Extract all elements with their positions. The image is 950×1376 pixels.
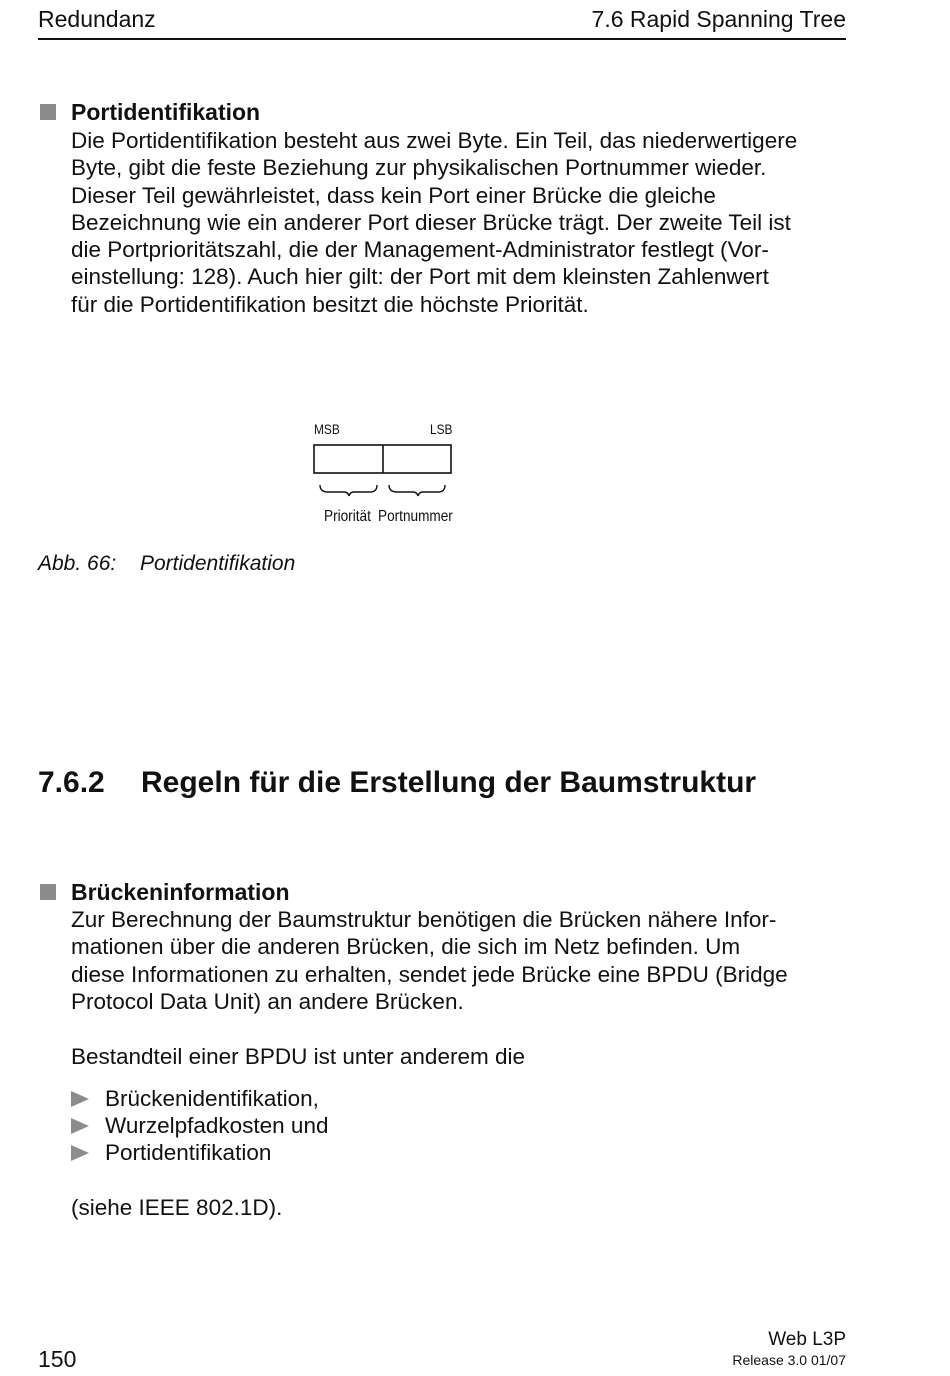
section-heading-title: Regeln für die Erstellung der Baumstruktur: [141, 766, 757, 799]
bullet-item: Brückenidentifikation,: [105, 1086, 319, 1111]
reference-text: (siehe IEEE 802.1D).: [71, 1195, 283, 1220]
paragraph-line: einstellung: 128). Auch hier gilt: der Port mit dem kleinsten Zahlenwert: [71, 264, 769, 290]
portid-paragraph: [71, 127, 797, 318]
section-heading-number: 7.6.2: [38, 766, 105, 799]
section-square-marker: [40, 104, 56, 120]
bullet-arrow-icon: [71, 1145, 89, 1161]
portnumber-label: Portnummer: [378, 508, 453, 525]
bullet-arrow-icon: [71, 1091, 89, 1107]
paragraph-line: Die Portidentifikation besteht aus zwei Byte. Ein Teil, das niederwertigere: [71, 128, 798, 153]
paragraph-line: Bezeichnung wie ein anderer Port dieser Brücke trägt. Der zweite Teil ist: [71, 209, 791, 235]
paragraph-line: die Portprioritätszahl, die der Management-Administrator festlegt (Vor-: [71, 237, 769, 263]
figure-caption-text: Portidentifikation: [140, 552, 296, 575]
port-id-diagram: [310, 442, 460, 502]
paragraph-line: Dieser Teil gewährleistet, dass kein Port einer Brücke die gleiche: [71, 182, 716, 208]
msb-label: MSB: [314, 421, 340, 437]
bpdu-intro: Bestandteil einer BPDU ist unter anderem die: [71, 1044, 525, 1069]
paragraph-line: für die Portidentifikation besitzt die höchste Priorität.: [71, 291, 589, 317]
priority-brace: [320, 485, 377, 496]
section-heading: [38, 766, 756, 800]
paragraph-line: Byte, gibt die feste Beziehung zur physikalischen Portnummer wieder.: [71, 155, 767, 181]
priority-label: Priorität: [324, 508, 371, 525]
header-section: 7.6 Rapid Spanning Tree: [591, 6, 846, 32]
bullet-item: Wurzelpfadkosten und: [105, 1113, 329, 1138]
paragraph-line: mationen über die anderen Brücken, die sich im Netz befinden. Um: [71, 934, 741, 960]
header-rule: [38, 38, 846, 40]
header-chapter: Redundanz: [38, 6, 156, 32]
section-square-marker: [40, 884, 56, 900]
paragraph-line: diese Informationen zu erhalten, sendet jede Brücke eine BPDU (Bridge: [71, 961, 788, 987]
bridge-paragraph: [71, 906, 788, 1015]
portid-section-title: Portidentifikation: [71, 99, 261, 125]
lsb-label: LSB: [430, 421, 453, 437]
bullet-item: Portidentifikation: [105, 1140, 272, 1165]
figure-caption-number: Abb. 66:: [38, 552, 117, 575]
paragraph-line: Zur Berechnung der Baumstruktur benötigen die Brücken nähere Infor-: [71, 907, 777, 932]
footer-release: Release 3.0 01/07: [732, 1352, 846, 1368]
footer-product: Web L3P: [768, 1329, 846, 1350]
portnumber-brace: [389, 485, 445, 496]
bridge-section-title: Brückeninformation: [71, 879, 290, 905]
page-number: 150: [38, 1346, 77, 1372]
bullet-arrow-icon: [71, 1118, 89, 1134]
paragraph-line: Protocol Data Unit) an andere Brücken.: [71, 988, 464, 1014]
